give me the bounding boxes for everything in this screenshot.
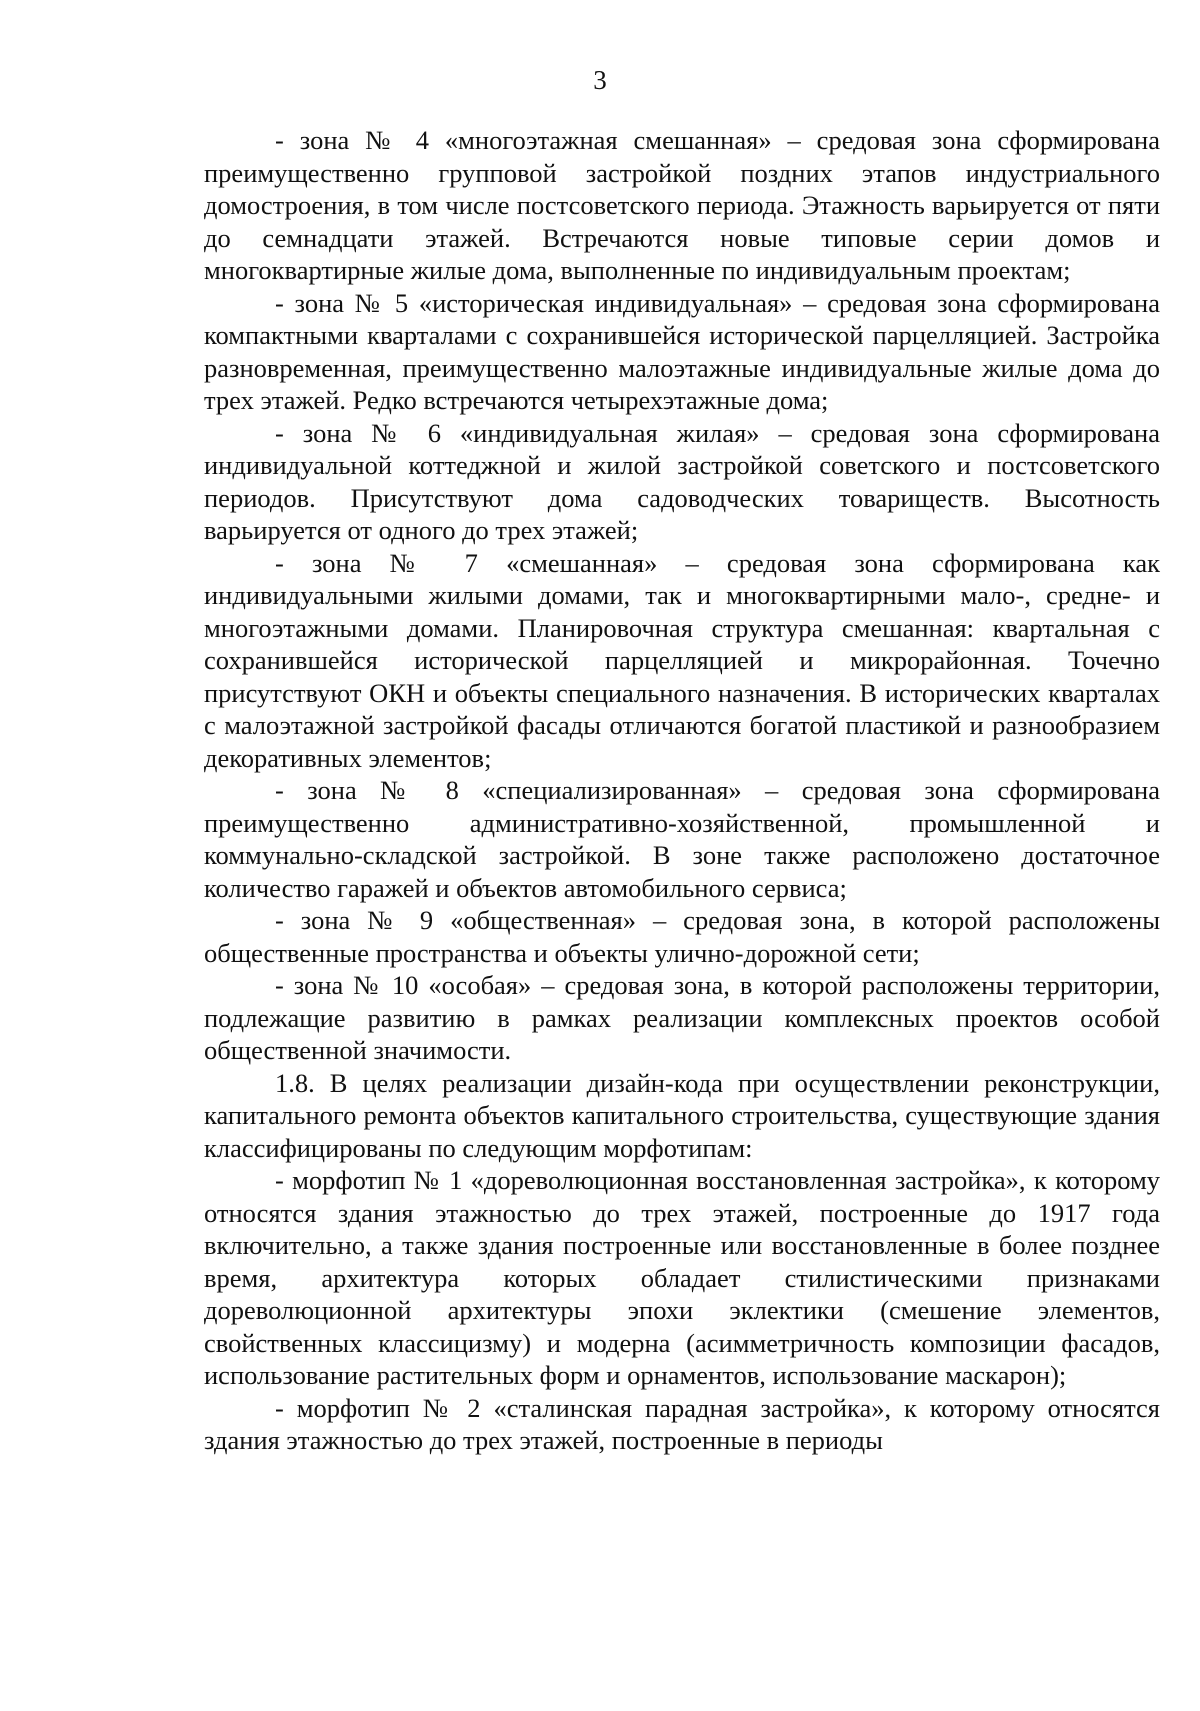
- paragraph-zone-5: - зона № 5 «историческая индивидуальная» – средовая зона сформирована компактными кварталами с сохранившейся исторической парцелляцией. Застройка разновременная, преимущественно малоэтажные индивидуальные жилые дома до трех этажей. Редко встречаются четырехэтажные дома;: [204, 287, 1160, 415]
- paragraph-morphotype-1: - морфотип № 1 «дореволюционная восстановленная застройка», к которому относятся здания этажностью до трех этажей, построенные до 1917 года включительно, а также здания построенные или восстановленные в более позднее время, архитектура которых обладает стилистическими признаками дореволюционной архитектуры эпохи эклектики (смешение элементов, свойственных классицизму) и модерна (асимметричность композиции фасадов, использование растительных форм и орнаментов, использование маскарон);: [204, 1165, 1160, 1390]
- paragraph-zone-7: - зона № 7 «смешанная» – средовая зона сформирована как индивидуальными жилыми домами, так и многоквартирными мало-, средне- и многоэтажными домами. Планировочная структура смешанная: квартальная с сохранившейся исторической парцелляцией и микрорайонная. Точечно присутствуют ОКН и объекты специального назначения. В исторических кварталах с малоэтажной застройкой фасады отличаются богатой пластикой и разнообразием декоративных элементов;: [204, 547, 1160, 773]
- page-number: 3: [593, 65, 607, 95]
- paragraph-zone-6: - зона № 6 «индивидуальная жилая» – средовая зона сформирована индивидуальной коттеджной и жилой застройкой советского и постсоветского периодов. Присутствуют дома садоводческих товариществ. Высотность варьируется от одного до трех этажей;: [204, 417, 1160, 545]
- paragraph-zone-4: - зона № 4 «многоэтажная смешанная» – средовая зона сформирована преимущественно групповой застройкой поздних этапов индустриального домостроения, в том числе постсоветского периода. Этажность варьируется от пяти до семнадцати этажей. Встречаются новые типовые серии домов и многоквартирные жилые дома, выполненные по индивидуальным проектам;: [204, 125, 1160, 285]
- document-body: [204, 124, 1160, 1457]
- paragraph-morphotype-2: - морфотип № 2 «сталинская парадная застройка», к которому относятся здания этажностью до трех этажей, построенные в периоды: [204, 1392, 1160, 1455]
- paragraph-zone-9: - зона № 9 «общественная» – средовая зона, в которой расположены общественные пространства и объекты улично-дорожной сети;: [204, 905, 1160, 968]
- paragraph-zone-8: - зона № 8 «специализированная» – средовая зона сформирована преимущественно административно-хозяйственной, промышленной и коммунально-складской застройкой. В зоне также расположено достаточное количество гаражей и объектов автомобильного сервиса;: [204, 775, 1160, 903]
- paragraph-zone-10: - зона № 10 «особая» – средовая зона, в которой расположены территории, подлежащие развитию в рамках реализации комплексных проектов особой общественной значимости.: [204, 970, 1160, 1065]
- paragraph-section-1-8: 1.8. В целях реализации дизайн-кода при осуществлении реконструкции, капитального ремонта объектов капитального строительства, существующие здания классифицированы по следующим морфотипам:: [204, 1067, 1160, 1163]
